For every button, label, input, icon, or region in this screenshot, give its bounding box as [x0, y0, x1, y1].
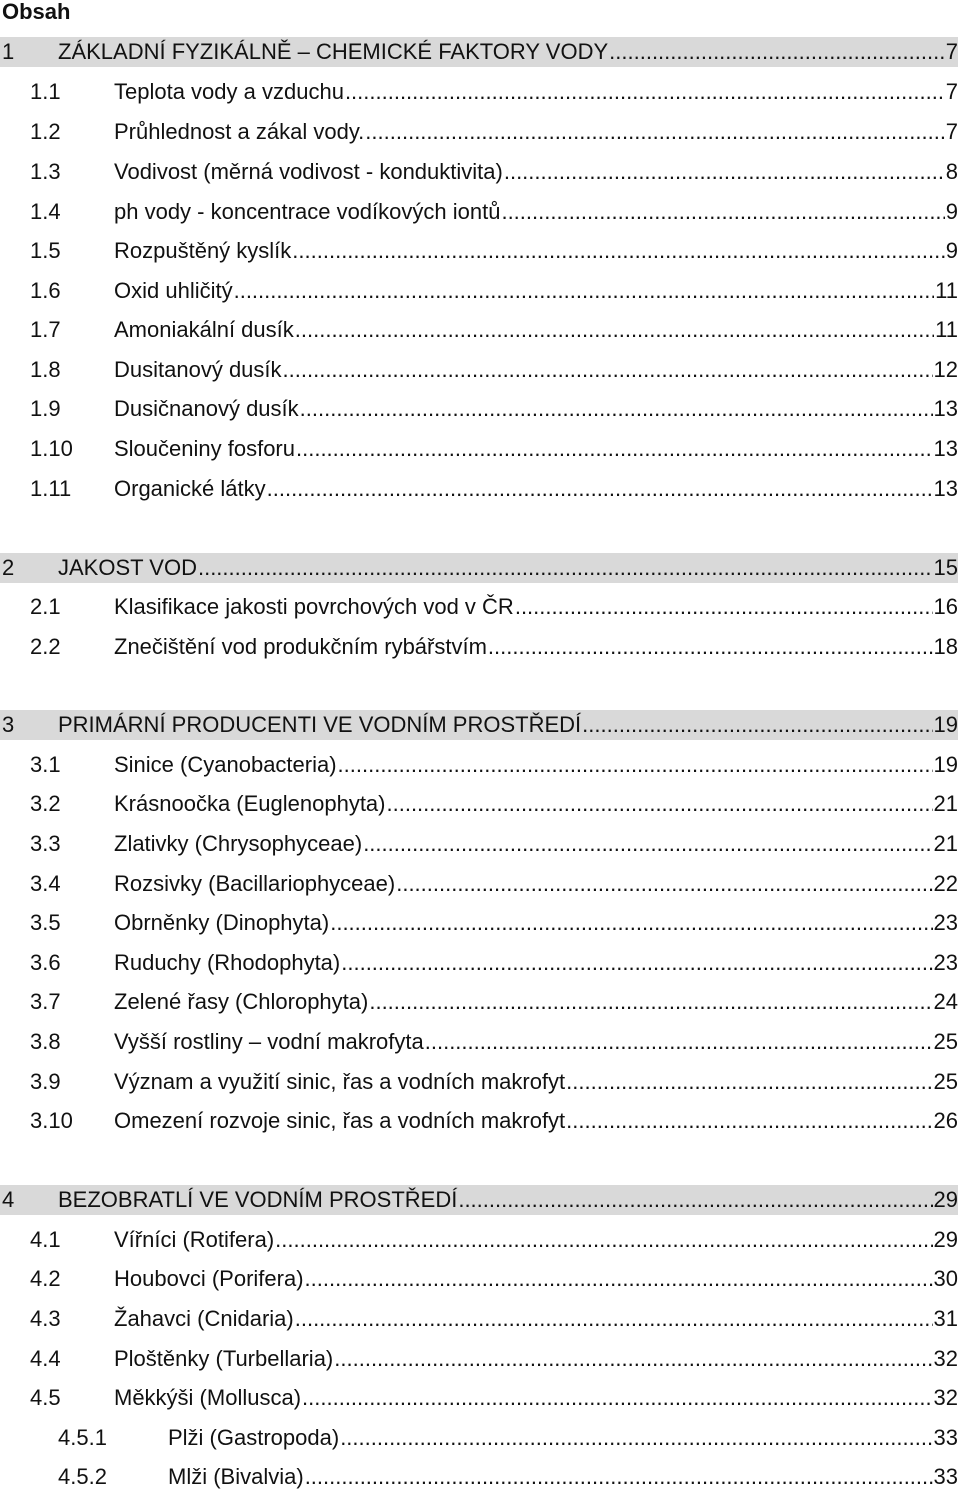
toc-entry-title: Zlativky (Chrysophyceae)	[114, 831, 363, 856]
toc-entry[interactable]	[0, 276, 958, 306]
toc-entry-title: Rozpuštěný kyslík	[114, 238, 292, 263]
toc-entry-title: Sloučeniny fosforu	[114, 436, 295, 461]
toc-entry-number: 3.9	[30, 1069, 61, 1094]
toc-entry-title: PRIMÁRNÍ PRODUCENTI VE VODNÍM PROSTŘEDÍ	[58, 712, 582, 737]
toc-entry-number: 1.1	[30, 79, 61, 104]
toc-entry-number: 2	[2, 555, 15, 580]
toc-entry[interactable]	[0, 117, 958, 147]
toc-entry-title: Ploštěnky (Turbellaria)	[114, 1346, 334, 1371]
toc-entry-number: 1	[2, 39, 15, 64]
toc-entry-number: 4.5.2	[58, 1464, 107, 1489]
toc-entry-page: 7	[945, 39, 958, 64]
toc-entry-title: Amoniakální dusík	[114, 317, 294, 342]
toc-entry[interactable]	[0, 948, 958, 978]
dot-leader	[292, 236, 944, 266]
toc-entry-number: 1.9	[30, 396, 61, 421]
toc-entry-page: 13	[933, 436, 958, 461]
toc-entry-number: 1.8	[30, 357, 61, 382]
toc-entry-page: 26	[933, 1108, 958, 1133]
toc-entry[interactable]	[0, 1027, 958, 1057]
toc-entry-page: 13	[933, 476, 958, 501]
dot-leader	[295, 1304, 933, 1334]
toc-entry[interactable]	[0, 434, 958, 464]
toc-entry-page: 21	[933, 831, 958, 856]
toc-entry-page: 15	[933, 555, 958, 580]
toc-entry-number: 3.10	[30, 1108, 73, 1133]
dot-leader	[340, 1423, 932, 1453]
toc-entry-number: 4.1	[30, 1227, 61, 1252]
dot-leader	[234, 276, 935, 306]
toc-entry-page: 25	[933, 1029, 958, 1054]
toc-entry-page: 31	[933, 1306, 958, 1331]
toc-entry-page: 29	[933, 1187, 958, 1212]
toc-entry-page: 19	[933, 712, 958, 737]
toc-entry-number: 1.7	[30, 317, 61, 342]
toc-entry[interactable]	[0, 592, 958, 622]
toc-entry-title: Mlži (Bivalvia)	[168, 1464, 304, 1489]
toc-entry-number: 1.6	[30, 278, 61, 303]
toc-entry-page: 18	[933, 634, 958, 659]
toc-entry[interactable]	[0, 789, 958, 819]
toc-entry-title: Teplota vody a vzduchu	[114, 79, 344, 104]
toc-entry-title: Organické látky	[114, 476, 266, 501]
toc-entry-title: Vodivost (měrná vodivost - konduktivita)	[114, 159, 503, 184]
toc-entry[interactable]	[0, 632, 958, 662]
toc-entry-title: Význam a využití sinic, řas a vodních makrofyt	[114, 1069, 566, 1094]
toc-entry-page: 13	[933, 396, 958, 421]
toc-entry[interactable]	[0, 157, 958, 187]
toc-entry[interactable]	[0, 355, 958, 385]
toc-entry-page: 12	[933, 357, 958, 382]
dot-leader	[363, 829, 932, 859]
toc-entry[interactable]	[0, 394, 958, 424]
toc-entry-number: 4.3	[30, 1306, 61, 1331]
toc-entry-number: 3.3	[30, 831, 61, 856]
toc-entry[interactable]	[0, 1304, 958, 1334]
toc-entry-page: 32	[933, 1346, 958, 1371]
toc-entry-page: 9	[945, 199, 958, 224]
toc-entry[interactable]	[0, 908, 958, 938]
toc-entry[interactable]	[0, 474, 958, 504]
dot-leader	[338, 750, 933, 780]
dot-leader	[305, 1264, 933, 1294]
toc-entry[interactable]	[0, 553, 958, 583]
toc-entry-page: 23	[933, 950, 958, 975]
toc-entry-number: 4.2	[30, 1266, 61, 1291]
toc-entry-title: Omezení rozvoje sinic, řas a vodních makrofyt	[114, 1108, 566, 1133]
toc-entry-title: Znečištění vod produkčním rybářstvím	[114, 634, 487, 659]
toc-entry-title: Dusičnanový dusík	[114, 396, 299, 421]
toc-entry-title: Průhlednost a zákal vody.	[114, 119, 365, 144]
toc-entry-page: 24	[933, 989, 958, 1014]
toc-entry-title: Ruduchy (Rhodophyta)	[114, 950, 341, 975]
toc-entry[interactable]	[0, 869, 958, 899]
dot-leader	[267, 474, 933, 504]
dot-leader	[341, 948, 932, 978]
toc-entry-title: Rozsivky (Bacillariophyceae)	[114, 871, 396, 896]
page-title: Obsah	[2, 0, 71, 24]
toc-entry-number: 1.3	[30, 159, 61, 184]
toc-entry-number: 3.8	[30, 1029, 61, 1054]
toc-entry-number: 1.4	[30, 199, 61, 224]
toc-entry-title: Vyšší rostliny – vodní makrofyta	[114, 1029, 424, 1054]
toc-entry-page: 30	[933, 1266, 958, 1291]
toc-entry-title: Vířníci (Rotifera)	[114, 1227, 275, 1252]
toc-entry-number: 4	[2, 1187, 15, 1212]
toc-entry-title: Krásnoočka (Euglenophyta)	[114, 791, 386, 816]
dot-leader	[369, 987, 932, 1017]
dot-leader	[296, 434, 933, 464]
dot-leader	[295, 315, 934, 345]
dot-leader	[566, 1067, 932, 1097]
dot-leader	[330, 908, 932, 938]
toc-entry-number: 4.5	[30, 1385, 61, 1410]
toc-entry-title: JAKOST VOD	[58, 555, 197, 580]
toc-entry-number: 2.2	[30, 634, 61, 659]
dot-leader	[387, 789, 933, 819]
toc-entry-page: 33	[933, 1425, 958, 1450]
toc-entry[interactable]	[0, 197, 958, 227]
toc-entry-title: ph vody - koncentrace vodíkových iontů	[114, 199, 501, 224]
toc-entry-number: 2.1	[30, 594, 61, 619]
toc-entry[interactable]	[0, 236, 958, 266]
toc-entry-number: 1.10	[30, 436, 73, 461]
toc-entry-number: 4.4	[30, 1346, 61, 1371]
toc-entry-number: 1.11	[30, 476, 72, 501]
dot-leader	[302, 1383, 932, 1413]
toc-entry[interactable]	[0, 987, 958, 1017]
toc-entry-page: 7	[945, 79, 958, 104]
toc-entry[interactable]	[0, 1383, 958, 1413]
toc-entry[interactable]	[0, 1106, 958, 1136]
dot-leader	[488, 632, 933, 662]
toc-entry-title: Obrněnky (Dinophyta)	[114, 910, 330, 935]
toc-entry-page: 33	[933, 1464, 958, 1489]
toc-entry-title: Klasifikace jakosti povrchových vod v ČR	[114, 594, 514, 619]
toc-entry[interactable]	[0, 1264, 958, 1294]
toc-entry-page: 22	[933, 871, 958, 896]
toc-entry[interactable]	[0, 1185, 958, 1215]
dot-leader	[515, 592, 933, 622]
toc-entry[interactable]	[0, 710, 958, 740]
toc-entry-number: 3.4	[30, 871, 61, 896]
toc-entry-page: 32	[933, 1385, 958, 1410]
toc-entry-title: Měkkýši (Mollusca)	[114, 1385, 302, 1410]
dot-leader	[198, 553, 933, 583]
toc-entry-number: 3.7	[30, 989, 61, 1014]
toc-entry-title: BEZOBRATLÍ VE VODNÍM PROSTŘEDÍ	[58, 1187, 458, 1212]
toc-entry[interactable]	[0, 1067, 958, 1097]
toc-entry[interactable]	[0, 315, 958, 345]
toc-entry-number: 3.1	[30, 752, 61, 777]
toc-entry-title: Sinice (Cyanobacteria)	[114, 752, 337, 777]
toc-entry-page: 29	[933, 1227, 958, 1252]
toc-entry[interactable]	[0, 1423, 958, 1453]
dot-leader	[609, 37, 945, 67]
toc-entry-title: Zelené řasy (Chlorophyta)	[114, 989, 369, 1014]
dot-leader	[504, 157, 945, 187]
dot-leader	[345, 77, 945, 107]
toc-entry[interactable]	[0, 1462, 958, 1492]
toc-entry-page: 11	[935, 317, 958, 342]
dot-leader	[275, 1225, 932, 1255]
toc-entry-title: Houbovci (Porifera)	[114, 1266, 304, 1291]
toc-entry-number: 3.5	[30, 910, 61, 935]
dot-leader	[501, 197, 944, 227]
toc-entry-number: 3.6	[30, 950, 61, 975]
toc-entry-title: Dusitanový dusík	[114, 357, 282, 382]
dot-leader	[365, 117, 944, 147]
toc-entry-page: 11	[935, 278, 958, 303]
toc-entry-page: 21	[933, 791, 958, 816]
dot-leader	[305, 1462, 933, 1492]
toc-entry-page: 19	[933, 752, 958, 777]
dot-leader	[283, 355, 933, 385]
dot-leader	[566, 1106, 932, 1136]
dot-leader	[458, 1185, 932, 1215]
toc-entry[interactable]	[0, 829, 958, 859]
dot-leader	[582, 710, 932, 740]
toc-entry-number: 4.5.1	[58, 1425, 107, 1450]
toc-entry-number: 1.2	[30, 119, 61, 144]
toc-entry-page: 16	[933, 594, 958, 619]
dot-leader	[425, 1027, 933, 1057]
toc-entry-title: Plži (Gastropoda)	[168, 1425, 340, 1450]
toc-entry[interactable]	[0, 1344, 958, 1374]
toc-entry-page: 25	[933, 1069, 958, 1094]
toc-entry[interactable]	[0, 37, 958, 67]
toc-entry-page: 7	[945, 119, 958, 144]
toc-entry-title: Oxid uhličitý	[114, 278, 233, 303]
toc-entry-title: Žahavci (Cnidaria)	[114, 1306, 294, 1331]
toc-entry-number: 3	[2, 712, 15, 737]
dot-leader	[300, 394, 933, 424]
toc-entry-page: 8	[945, 159, 958, 184]
toc-entry-title: ZÁKLADNÍ FYZIKÁLNĚ – CHEMICKÉ FAKTORY VODY	[58, 39, 609, 64]
toc-entry-page: 9	[945, 238, 958, 263]
dot-leader	[334, 1344, 932, 1374]
toc-entry[interactable]	[0, 750, 958, 780]
toc-entry[interactable]	[0, 1225, 958, 1255]
toc-entry[interactable]	[0, 77, 958, 107]
toc-entry-page: 23	[933, 910, 958, 935]
toc-entry-number: 1.5	[30, 238, 61, 263]
toc-entry-number: 3.2	[30, 791, 61, 816]
dot-leader	[396, 869, 932, 899]
